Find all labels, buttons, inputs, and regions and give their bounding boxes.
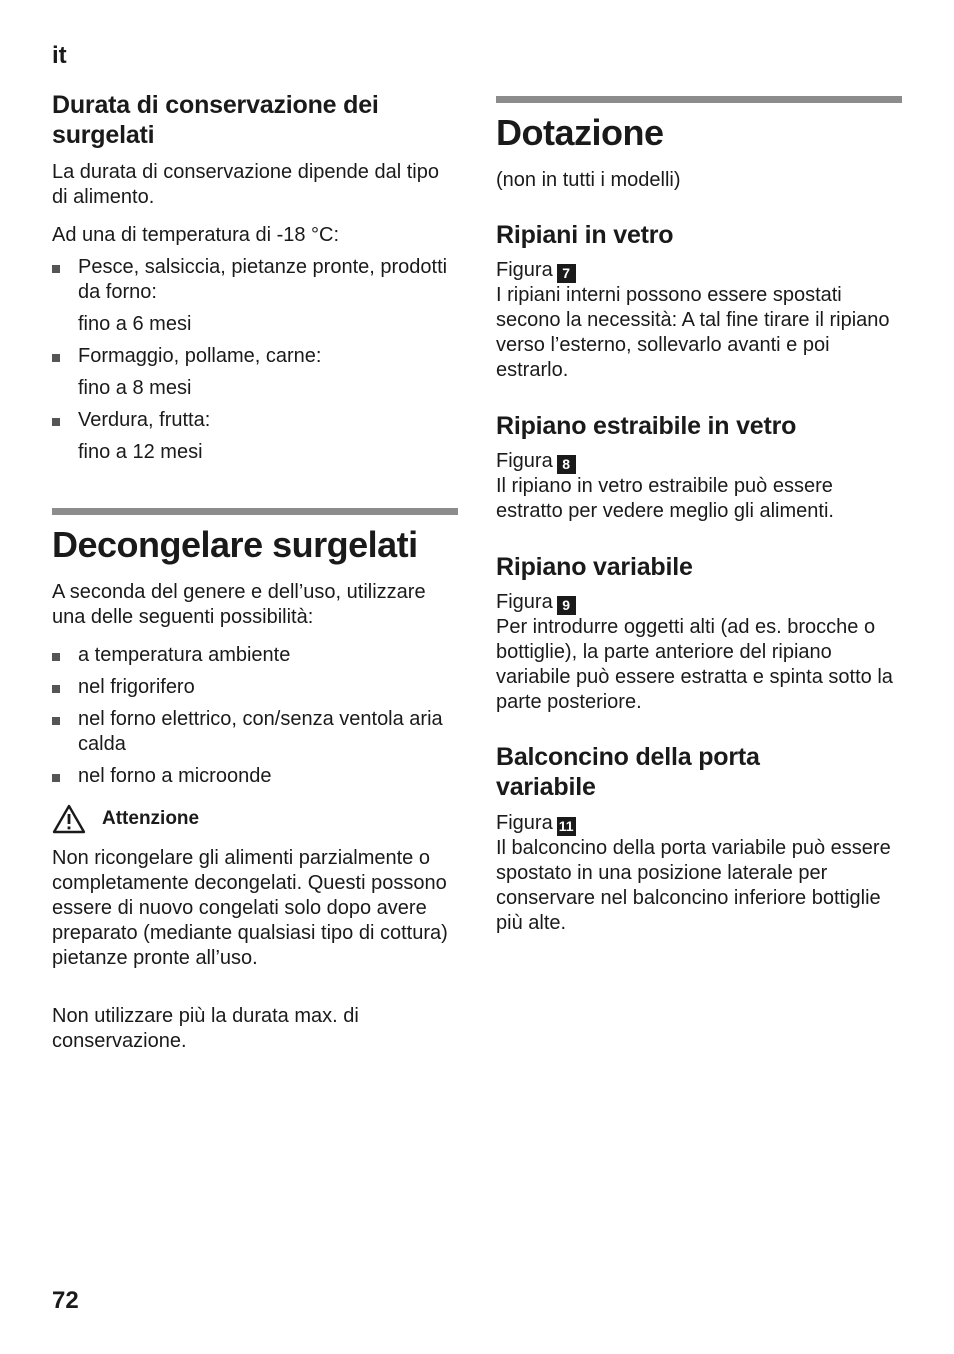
storage-duration-heading: Durata di conservazione dei surgelati xyxy=(52,91,379,149)
thaw-option: nel frigorifero xyxy=(78,676,195,698)
figure-label: Figura xyxy=(496,591,553,613)
storage-list xyxy=(52,255,452,465)
equipment-subtitle: (non in tutti i modelli) xyxy=(496,169,681,191)
thaw-options-list xyxy=(52,643,452,789)
figure-number-badge: 9 xyxy=(557,596,576,615)
variable-shelf-heading: Ripiano variabile xyxy=(496,553,693,581)
figure-reference xyxy=(496,811,902,836)
language-marker: it xyxy=(52,42,67,69)
warning-triangle-icon xyxy=(52,804,86,834)
bullet-square-icon xyxy=(52,717,60,725)
page-number: 72 xyxy=(52,1287,79,1314)
storage-item-duration: fino a 6 mesi xyxy=(78,313,192,335)
storage-temperature-line: Ad una di temperatura di -18 °C: xyxy=(52,224,340,246)
figure-number-badge: 7 xyxy=(557,264,576,283)
figure-reference xyxy=(496,449,902,474)
storage-item-label: Formaggio, pollame, carne: xyxy=(78,345,322,367)
bullet-square-icon xyxy=(52,354,60,362)
storage-item-duration: fino a 8 mesi xyxy=(78,377,192,399)
list-item xyxy=(52,408,452,433)
thaw-option: nel forno elettrico, con/senza ventola aria calda xyxy=(78,708,443,755)
storage-item-duration: fino a 12 mesi xyxy=(78,441,203,463)
figure-reference xyxy=(496,590,902,615)
pullout-shelf-heading: Ripiano estraibile in vetro xyxy=(496,412,797,440)
pullout-shelf-text: Il ripiano in vetro estraibile può essere estratto per vedere meglio gli alimenti. xyxy=(496,475,834,522)
warning-label: Attenzione xyxy=(102,808,200,829)
thaw-option: a temperatura ambiente xyxy=(78,644,291,666)
list-item xyxy=(52,707,452,757)
figure-label: Figura xyxy=(496,259,553,281)
bullet-square-icon xyxy=(52,653,60,661)
glass-shelves-heading: Ripiani in vetro xyxy=(496,221,674,249)
bullet-square-icon xyxy=(52,685,60,693)
section-divider xyxy=(496,96,902,103)
storage-item-label: Verdura, frutta: xyxy=(78,409,211,431)
list-item xyxy=(52,675,452,700)
figure-number-badge: 8 xyxy=(557,455,576,474)
door-shelf-heading: Balconcino della porta variabile xyxy=(496,743,760,801)
figure-label: Figura xyxy=(496,450,553,472)
glass-shelves-text: I ripiani interni possono essere spostati secono la necessità: A tal fine tirare il ripiano verso l’esterno, sollevarlo avanti e poi estrarlo. xyxy=(496,284,890,381)
thaw-heading: Decongelare surgelati xyxy=(52,524,418,565)
warning-text: Non ricongelare gli alimenti parzialmente o completamente decongelati. Questi possono essere di nuovo congelati solo dopo avere preparato (mediante qualsiasi tipo di cottura) pietanze pronte all’uso. xyxy=(52,847,448,969)
figure-reference xyxy=(496,258,902,283)
bullet-square-icon xyxy=(52,265,60,273)
figure-label: Figura xyxy=(496,812,553,834)
section-divider xyxy=(52,508,458,515)
list-item xyxy=(52,255,452,305)
variable-shelf-text: Per introdurre oggetti alti (ad es. brocche o bottiglie), la parte anteriore del ripiano variabile può essere estratta e spinta sotto la parte posteriore. xyxy=(496,616,893,713)
list-item xyxy=(52,643,452,668)
equipment-heading: Dotazione xyxy=(496,112,664,153)
storage-intro: La durata di conservazione dipende dal tipo di alimento. xyxy=(52,161,439,208)
bullet-square-icon xyxy=(52,774,60,782)
bullet-square-icon xyxy=(52,418,60,426)
final-note: Non utilizzare più la durata max. di conservazione. xyxy=(52,1005,359,1052)
door-shelf-text: Il balconcino della porta variabile può essere spostato in una posizione laterale per conservare nel balconcino inferiore bottiglie più alte. xyxy=(496,837,891,934)
warning-header xyxy=(52,804,199,834)
storage-item-label: Pesce, salsiccia, pietanze pronte, prodotti da forno: xyxy=(78,256,448,303)
thaw-intro: A seconda del genere e dell’uso, utilizzare una delle seguenti possibilità: xyxy=(52,581,426,628)
list-item xyxy=(52,344,452,369)
list-item xyxy=(52,764,452,789)
thaw-option: nel forno a microonde xyxy=(78,765,272,787)
figure-number-badge: 11 xyxy=(557,817,576,836)
